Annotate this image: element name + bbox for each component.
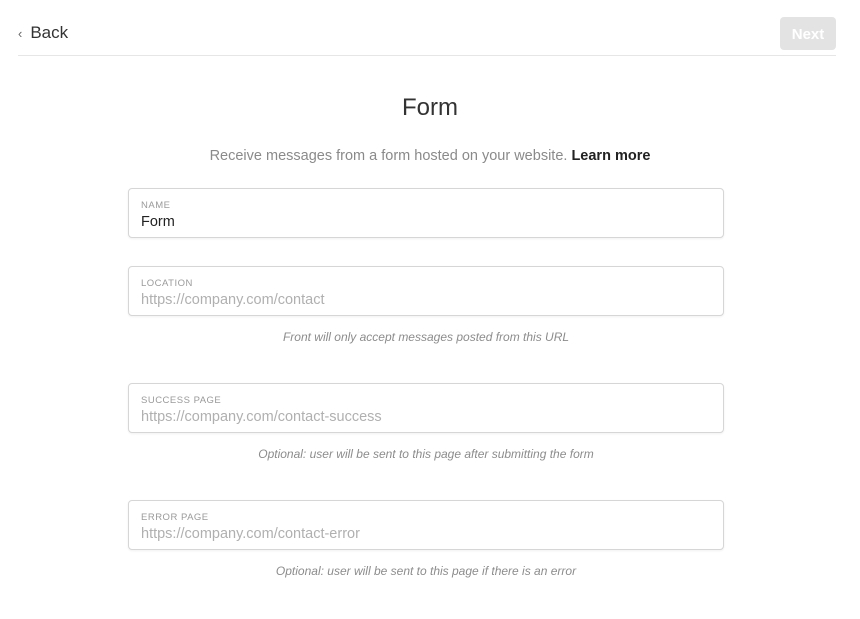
page-title: Form bbox=[402, 94, 458, 121]
success-page-hint: Optional: user will be sent to this page after submitting the form bbox=[258, 447, 594, 461]
error-page-field-label: ERROR PAGE bbox=[141, 512, 209, 523]
name-field[interactable] bbox=[128, 188, 724, 238]
error-page-input[interactable] bbox=[141, 525, 711, 543]
learn-more-link[interactable]: Learn more bbox=[571, 148, 651, 164]
back-label: Back bbox=[30, 23, 69, 42]
success-page-field[interactable] bbox=[128, 383, 724, 433]
next-button[interactable]: Next bbox=[780, 17, 836, 50]
page-subtitle bbox=[0, 148, 860, 164]
location-field-label: LOCATION bbox=[141, 278, 193, 289]
name-input[interactable] bbox=[141, 213, 711, 231]
success-page-field-label: SUCCESS PAGE bbox=[141, 395, 222, 406]
back-button[interactable] bbox=[18, 22, 68, 44]
subtitle-text: Receive messages from a form hosted on your website. bbox=[209, 148, 568, 164]
error-page-hint: Optional: user will be sent to this page if there is an error bbox=[275, 564, 577, 578]
error-page-field[interactable] bbox=[128, 500, 724, 550]
location-hint: Front will only accept messages posted from this URL bbox=[282, 330, 570, 344]
location-input[interactable] bbox=[141, 291, 711, 309]
top-bar bbox=[18, 0, 836, 56]
chevron-left-icon: ‹ bbox=[18, 25, 23, 41]
location-field[interactable] bbox=[128, 266, 724, 316]
name-field-label: NAME bbox=[141, 200, 171, 211]
success-page-input[interactable] bbox=[141, 408, 711, 426]
